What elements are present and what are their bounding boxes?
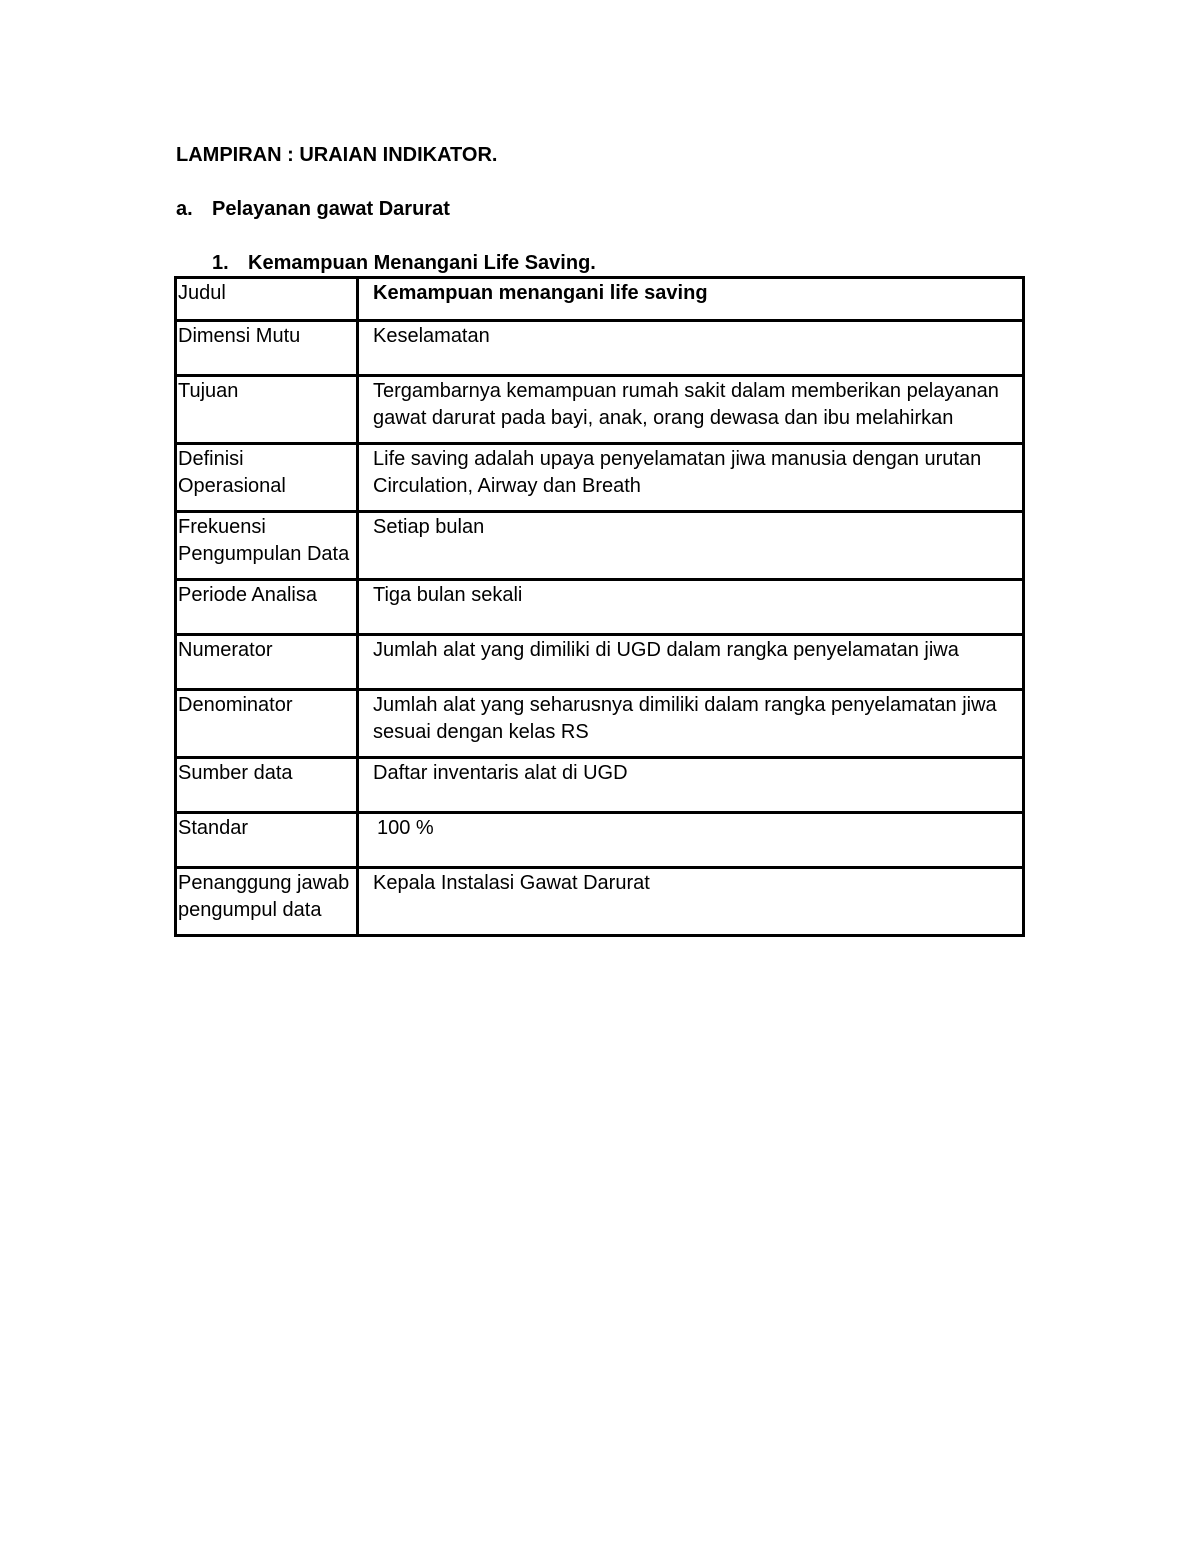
row-value: Life saving adalah upaya penyelamatan jiwa manusia dengan urutan Circulation, Airway dan Breath [358, 444, 1024, 512]
row-label: Standar [176, 813, 358, 868]
table-row [176, 690, 1024, 758]
row-value: Kepala Instalasi Gawat Darurat [358, 868, 1024, 936]
section-heading [176, 197, 450, 221]
document-title: LAMPIRAN : URAIAN INDIKATOR. [176, 144, 498, 166]
row-label: Judul [176, 278, 358, 321]
table-row [176, 758, 1024, 813]
table-row [176, 321, 1024, 376]
subsection-heading [212, 251, 596, 275]
row-label: Penanggung jawab pengumpul data [176, 868, 358, 936]
row-value: Jumlah alat yang seharusnya dimiliki dalam rangka penyelamatan jiwa sesuai dengan kelas RS [358, 690, 1024, 758]
subsection-marker: 1. [212, 252, 229, 274]
table-row [176, 813, 1024, 868]
row-label: Definisi Operasional [176, 444, 358, 512]
indicator-table [174, 276, 1025, 937]
row-label: Denominator [176, 690, 358, 758]
row-value: Setiap bulan [358, 512, 1024, 580]
table-row [176, 376, 1024, 444]
row-value: Daftar inventaris alat di UGD [358, 758, 1024, 813]
row-value: Kemampuan menangani life saving [358, 278, 1024, 321]
table-row [176, 580, 1024, 635]
table-row [176, 444, 1024, 512]
table-row [176, 278, 1024, 321]
row-value: Tergambarnya kemampuan rumah sakit dalam memberikan pelayanan gawat darurat pada bayi, anak, orang dewasa dan ibu melahirkan [358, 376, 1024, 444]
row-label: Dimensi Mutu [176, 321, 358, 376]
table-row [176, 635, 1024, 690]
row-label: Numerator [176, 635, 358, 690]
row-label: Frekuensi Pengumpulan Data [176, 512, 358, 580]
row-label: Sumber data [176, 758, 358, 813]
row-value: Keselamatan [358, 321, 1024, 376]
row-value: Tiga bulan sekali [358, 580, 1024, 635]
table-row [176, 512, 1024, 580]
section-label: Pelayanan gawat Darurat [212, 198, 450, 220]
subsection-label: Kemampuan Menangani Life Saving. [248, 252, 596, 274]
row-label: Tujuan [176, 376, 358, 444]
section-marker: a. [176, 198, 193, 220]
row-label: Periode Analisa [176, 580, 358, 635]
table-row [176, 868, 1024, 936]
row-value: Jumlah alat yang dimiliki di UGD dalam rangka penyelamatan jiwa [358, 635, 1024, 690]
row-value: 100 % [358, 813, 1024, 868]
